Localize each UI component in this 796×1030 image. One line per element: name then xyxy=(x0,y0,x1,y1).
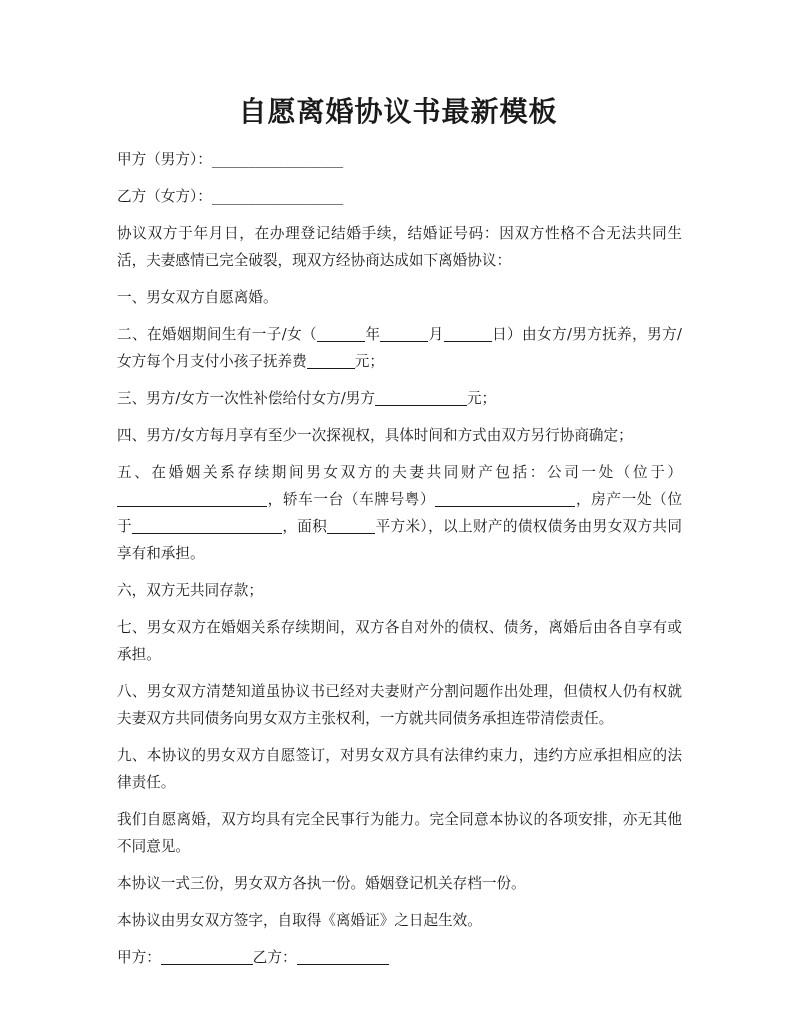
clause-3-end: 元； xyxy=(466,390,497,407)
blank-line xyxy=(444,325,492,342)
clause-5-car: ，轿车一台（车牌号粤） xyxy=(267,491,436,508)
clause-7: 七、男女双方在婚姻关系存续期间，双方各自对外的债权、债务，离婚后由各自享有或承担。 xyxy=(117,619,682,663)
clause-5 xyxy=(117,459,682,567)
party-a-line xyxy=(117,146,682,173)
signature-b-blank xyxy=(297,948,389,965)
copies-paragraph: 本协议一式三份，男女双方各执一份。婚姻登记机关存档一份。 xyxy=(117,875,526,892)
clause-2-day: 日）由女方/男方抚养，男方/女方每个月支付小孩子抚养费 xyxy=(117,326,682,370)
document-body xyxy=(117,146,682,981)
party-b-line xyxy=(117,183,682,210)
intro-paragraph: 协议双方于年月日，在办理登记结婚手续，结婚证号码：因双方性格不合无法共同生活，夫妻感情已完全破裂，现双方经协商达成如下离婚协议： xyxy=(117,225,682,269)
clause-8: 八、男女双方清楚知道虽协议书已经对夫妻财产分割问题作出处理，但债权人仍有权就夫妻双方共同债务向男女双方主张权利，一方就共同债务承担连带清偿责任。 xyxy=(117,683,682,727)
clause-5-area: ，面积 xyxy=(281,518,328,535)
party-b-blank: __________________ xyxy=(211,188,344,205)
clause-6: 六，双方无共同存款； xyxy=(117,582,263,599)
clause-9: 九、本协议的男女双方自愿签订，对男女双方具有法律约束力，违约方应承担相应的法律责任。 xyxy=(117,747,682,791)
blank-line xyxy=(435,490,575,507)
sign-a-label: 甲方： xyxy=(117,949,161,966)
party-a-label: 甲方（男方）： xyxy=(117,151,212,168)
blank-line xyxy=(132,517,282,534)
party-a-blank: __________________ xyxy=(211,151,344,168)
clause-5-rest: 平方米），以上财产的债权债务由男女双方共同享有和承担。 xyxy=(117,518,682,562)
effective-paragraph: 本协议由男女双方签字，自取得《离婚证》之日起生效。 xyxy=(117,912,482,929)
clause-2-text: 二、在婚姻期间生有一子/女（ xyxy=(117,326,317,343)
clause-4: 四、男方/女方每月享有至少一次探视权，具体时间和方式由双方另行协商确定； xyxy=(117,427,633,444)
statement-paragraph: 我们自愿离婚，双方均具有完全民事行为能力。完全同意本协议的各项安排，亦无其他不同意见。 xyxy=(117,811,682,855)
clause-2 xyxy=(117,321,682,375)
party-b-label: 乙方（女方）： xyxy=(117,188,212,205)
blank-line xyxy=(307,352,355,369)
clause-3-text: 三、男方/女方一次性补偿给付女方/男方 xyxy=(117,390,375,407)
blank-line xyxy=(380,325,428,342)
sign-b-label: 乙方： xyxy=(252,949,297,966)
clause-1: 一、男女双方自愿离婚。 xyxy=(117,289,278,306)
clause-2-end: 元； xyxy=(354,353,384,370)
blank-line xyxy=(317,325,365,342)
clause-5-house: ，房产一处（位于 xyxy=(117,491,682,535)
clause-2-year: 年 xyxy=(364,326,381,343)
clause-3 xyxy=(117,385,682,412)
signature-line xyxy=(117,944,682,971)
blank-line xyxy=(117,490,267,507)
signature-a-blank xyxy=(161,948,253,965)
clause-2-month: 月 xyxy=(428,326,444,343)
blank-line xyxy=(375,389,467,406)
document-title: 自愿离婚协议书最新模板 xyxy=(238,95,558,128)
blank-line xyxy=(327,517,375,534)
clause-5-text: 五、在婚姻关系存续期间男女双方的夫妻共同财产包括：公司一处（位于） xyxy=(117,464,682,481)
